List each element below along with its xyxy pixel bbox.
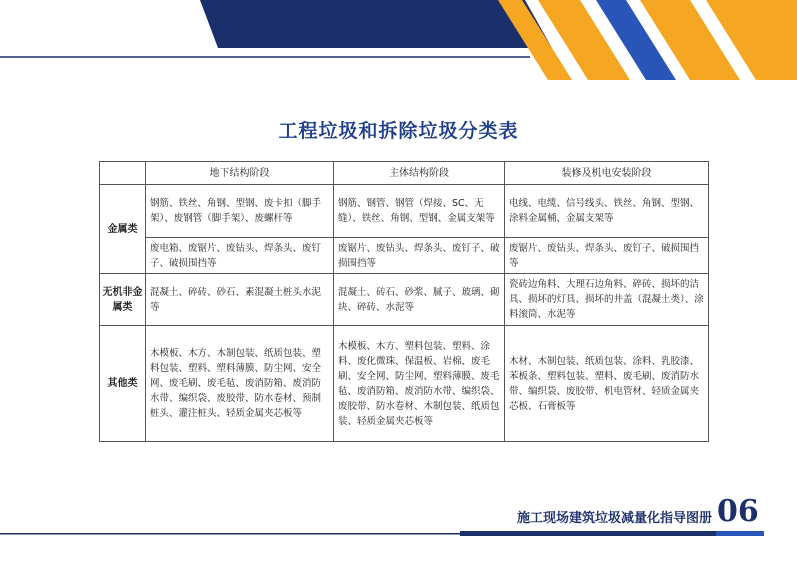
- table-row: [100, 185, 709, 238]
- column-header: [100, 162, 146, 185]
- footer-thin-line: [0, 533, 470, 535]
- table-row: [100, 326, 709, 442]
- table-cell: 木模板、木方、塑料包装、塑料、涂料、废化微珠、保温板、岩棉、废毛刷、安全网、防尘网、塑料薄膜、废毛毡、废消防箱、废消防水带、编织袋、废胶带、防水卷材、木制包装、纸质包装、轻质金属夹芯板等: [334, 326, 505, 442]
- page-title: 工程垃圾和拆除垃圾分类表: [278, 120, 519, 142]
- column-header: 地下结构阶段: [146, 162, 334, 185]
- column-header: 装修及机电安装阶段: [505, 162, 709, 185]
- category-cell: 金属类: [100, 185, 146, 274]
- column-header: 主体结构阶段: [334, 162, 505, 185]
- table-cell: 废锯片、废钻头、焊条头、废钉子、破损围挡等: [505, 238, 709, 274]
- table-cell: 废电箱、废锯片、废钻头、焊条头、废钉子、破损围挡等: [146, 238, 334, 274]
- table-header-row: [100, 162, 709, 185]
- table-cell: 混凝土、碎砖、砂石、素混凝土桩头水泥等: [146, 274, 334, 326]
- footer-title: 施工现场建筑垃圾减量化指导图册: [516, 511, 712, 526]
- table-cell: 电线、电缆、信号线头、铁丝、角钢、型钢、涂料金属桶、金属支架等: [505, 185, 709, 238]
- table-row: [100, 274, 709, 326]
- table-cell: 木材、木制包装、纸质包装、涂料、乳胶漆、苯板条、塑料包装、塑料、废毛刷、废消防水带、编织袋、废胶带、机电管材、轻质金属夹芯板、石膏板等: [505, 326, 709, 442]
- category-cell: 无机非金属类: [100, 274, 146, 326]
- footer-decoration: [0, 530, 797, 538]
- table-cell: 钢筋、铁丝、角钢、型钢、废卡扣（脚手架）、废钢管（脚手架）、废螺杆等: [146, 185, 334, 238]
- header-navy-band: [200, 0, 552, 48]
- classification-table: [99, 161, 709, 442]
- footer-blue-bar: [716, 531, 764, 536]
- table-row: [100, 238, 709, 274]
- footer-thick-bar: [460, 531, 716, 536]
- table-cell: 混凝土、砖石、砂浆、腻子、玻璃、砌块、碎砖、水泥等: [334, 274, 505, 326]
- header-decoration: [0, 0, 797, 80]
- table-cell: 木模板、木方、木制包装、纸质包装、塑料包装、塑料、塑料薄膜、防尘网、安全网、废毛刷、废毛毡、废消防箱、废消防水带、编织袋、废胶带、防水卷材、预制桩头、灌注桩头、轻质金属夹芯板等: [146, 326, 334, 442]
- page-number: 06: [717, 494, 759, 529]
- table-cell: 钢筋、钢管、钢管（焊接、SC、无缝）、铁丝、角钢、型钢、金属支架等: [334, 185, 505, 238]
- table-cell: 瓷砖边角料、大理石边角料、碎砖、损坏的洁具、损坏的灯具、损坏的井盖（混凝土类）、涂料滚筒、水泥等: [505, 274, 709, 326]
- table-cell: 废锯片、废钻头、焊条头、废钉子、破损围挡等: [334, 238, 505, 274]
- category-cell: 其他类: [100, 326, 146, 442]
